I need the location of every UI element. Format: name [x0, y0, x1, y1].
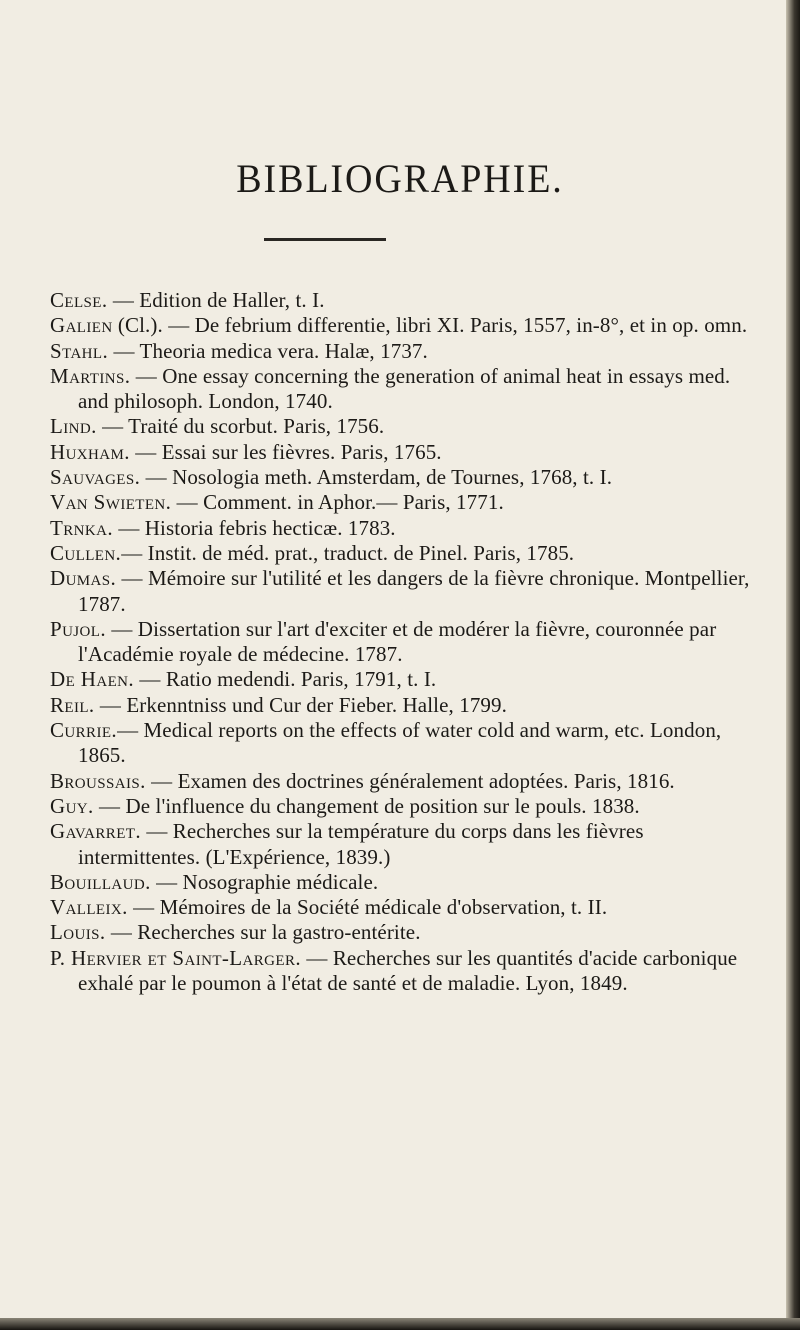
bibliography-entry: [50, 339, 760, 364]
entry-author: Sauvages.: [50, 465, 141, 490]
entry-text: — Edition de Haller, t. I.: [107, 288, 325, 312]
bibliography-entry: [50, 313, 760, 338]
entry-text: (Cl.). — De febrium differentie, libri XI. Paris, 1557, in-8°, et in op. omn.: [112, 313, 748, 338]
entry-author: Martins.: [50, 363, 131, 388]
bibliography-entry: [50, 794, 760, 819]
bibliography-list: [50, 288, 760, 996]
entry-author: P. Hervier et Saint-Larger.: [50, 945, 302, 970]
entry-author: Gavarret.: [50, 819, 141, 844]
entry-text: — Traité du scorbut. Paris, 1756.: [96, 414, 385, 439]
entry-text: — Instit. de méd. prat., traduct. de Pinel. Paris, 1785.: [121, 540, 575, 565]
bibliography-entry: [50, 819, 760, 870]
bibliography-entry: [50, 541, 760, 566]
entry-author: Bouillaud.: [50, 869, 151, 894]
entry-text: — Recherches sur les quantités d'acide carbonique exhalé par le poumon à l'état de santé et de maladie. Lyon, 1849.: [78, 945, 738, 996]
entry-text: — Nosologia meth. Amsterdam, de Tournes, 1768, t. I.: [140, 465, 613, 490]
entry-author: Trnka.: [50, 515, 113, 540]
entry-author: Broussais.: [50, 768, 146, 793]
bibliography-entry: [50, 946, 760, 997]
entry-text: — Medical reports on the effects of water cold and warm, etc. London, 1865.: [78, 718, 722, 768]
entry-author: Lind.: [50, 414, 97, 439]
entry-author: Galien: [50, 313, 113, 338]
entry-author: Dumas.: [50, 566, 117, 591]
book-spine-shadow: [786, 0, 800, 1330]
entry-author: Huxham.: [50, 439, 130, 464]
entry-text: — De l'influence du changement de position sur le pouls. 1838.: [93, 793, 640, 818]
entry-text: — Dissertation sur l'art d'exciter et de modérer la fièvre, couronnée par l'Académie royale de médecine. 1787.: [78, 616, 717, 667]
entry-text: — Recherches sur la température du corps dans les fièvres intermittentes. (L'Expérience, 1839.): [78, 819, 644, 869]
entry-text: — Essai sur les fièvres. Paris, 1765.: [129, 439, 442, 464]
entry-text: — One essay concerning the generation of animal heat in essays med. and philosoph. London, 1740.: [78, 363, 731, 414]
page-bottom-edge: [0, 1318, 800, 1330]
bibliography-entry: [50, 490, 760, 515]
page-title: BIBLIOGRAPHIE.: [236, 155, 564, 201]
bibliography-entry: [50, 693, 760, 718]
entry-text: — Recherches sur la gastro-entérite.: [105, 920, 421, 945]
bibliography-entry: [50, 516, 760, 541]
entry-author: Guy.: [50, 793, 94, 818]
bibliography-entry: [50, 440, 760, 465]
entry-author: Louis.: [50, 920, 106, 945]
title-divider: [264, 238, 386, 241]
entry-text: — Examen des doctrines généralement adoptées. Paris, 1816.: [145, 768, 675, 793]
entry-author: Valleix.: [50, 895, 128, 920]
entry-text: — Erkenntniss und Cur der Fieber. Halle, 1799.: [94, 692, 507, 717]
bibliography-entry: [50, 364, 760, 415]
entry-text: — Ratio medendi. Paris, 1791, t. I.: [134, 667, 437, 692]
bibliography-entry: [50, 288, 760, 313]
bibliography-entry: [50, 465, 760, 490]
entry-text: — Nosographie médicale.: [150, 869, 379, 894]
entry-author: Cullen.: [50, 540, 122, 565]
entry-author: De Haen.: [50, 667, 135, 692]
bibliography-entry: [50, 718, 760, 769]
entry-author: Pujol.: [50, 616, 106, 641]
bibliography-entry: [50, 895, 760, 920]
entry-text: — Mémoires de la Société médicale d'observation, t. II.: [127, 895, 608, 920]
bibliography-entry: [50, 769, 760, 794]
bibliography-entry: [50, 566, 760, 617]
bibliography-entry: [50, 617, 760, 668]
entry-text: — Historia febris hecticæ. 1783.: [112, 515, 396, 540]
entry-author: Currie.: [50, 718, 118, 743]
entry-text: — Mémoire sur l'utilité et les dangers de la fièvre chronique. Montpellier, 1787.: [78, 566, 750, 616]
entry-text: — Comment. in Aphor.— Paris, 1771.: [171, 490, 504, 515]
bibliography-entry: [50, 414, 760, 439]
entry-author: Van Swieten.: [50, 490, 172, 515]
bibliography-entry: [50, 870, 760, 895]
entry-author: Stahl.: [50, 338, 109, 363]
entry-author: Reil.: [50, 692, 95, 717]
entry-text: — Theoria medica vera. Halæ, 1737.: [108, 338, 428, 363]
entry-author: Celse.: [50, 288, 108, 312]
bibliography-entry: [50, 667, 760, 692]
bibliography-entry: [50, 920, 760, 945]
